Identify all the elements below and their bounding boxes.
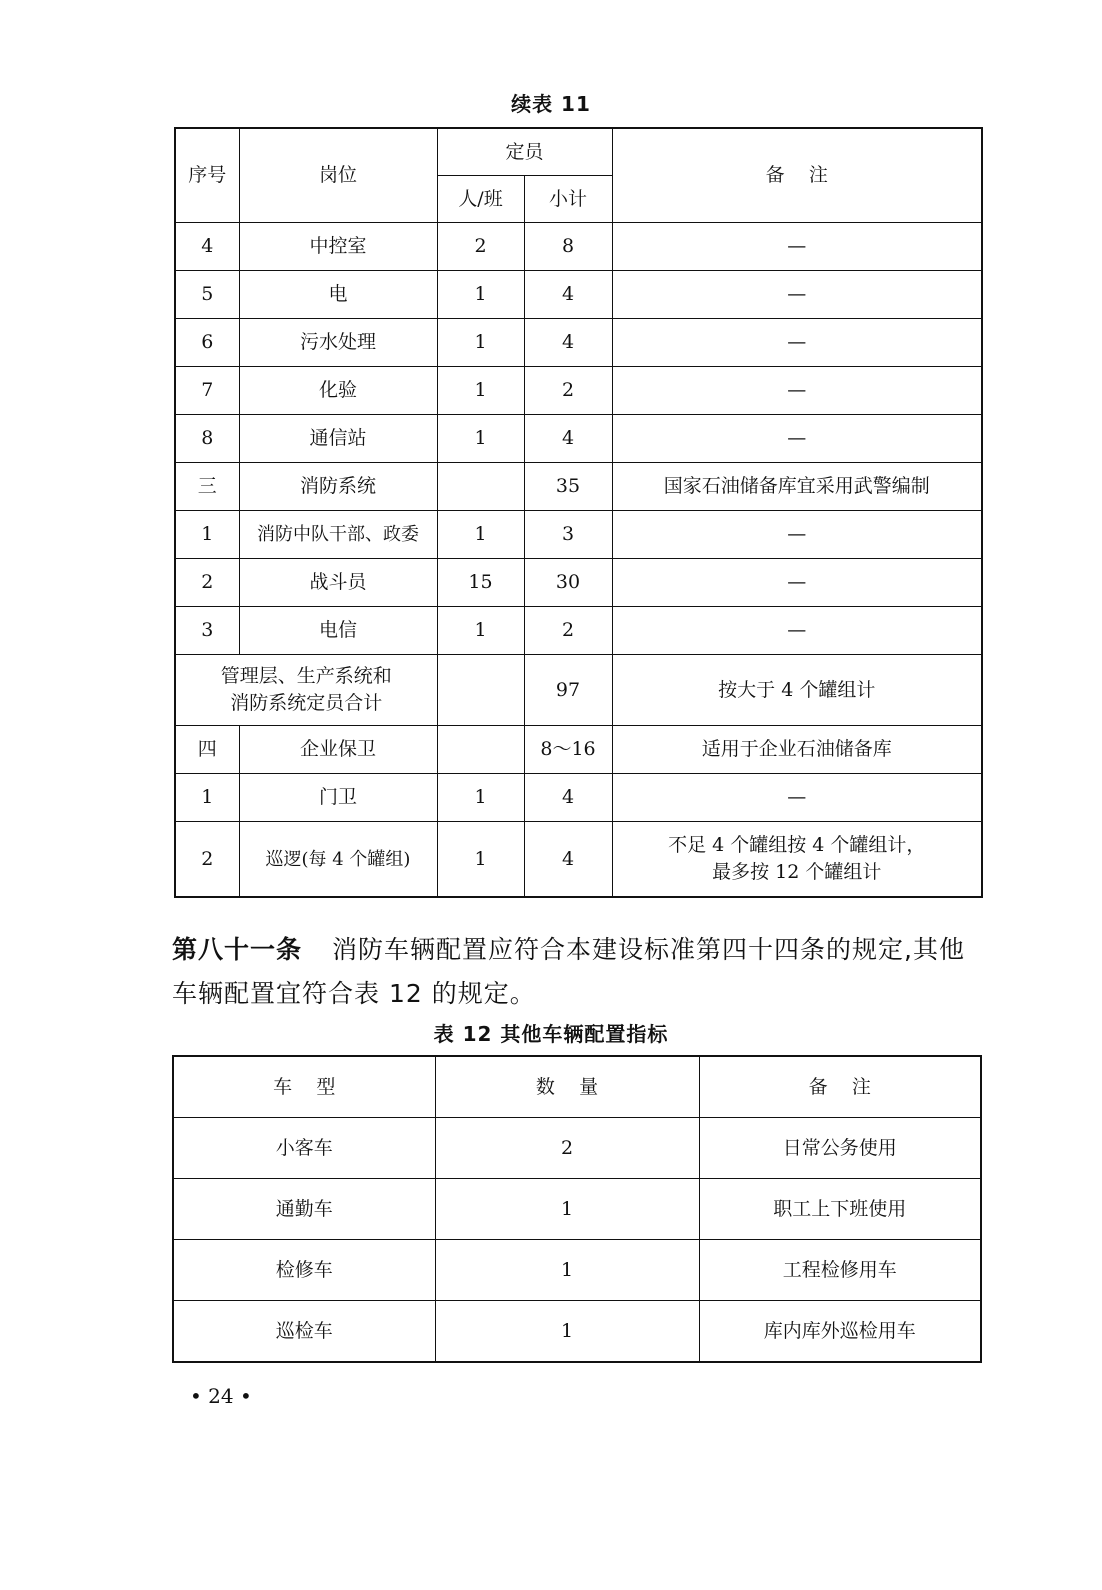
cell-post: 电: [239, 271, 437, 319]
header-per-shift: 人/班: [437, 176, 524, 223]
cell-per-shift: 1: [437, 367, 524, 415]
table-row: [175, 367, 982, 415]
cell-post: 消防中队干部、政委: [239, 511, 437, 559]
total-label-line-2: 消防系统定员合计: [230, 692, 383, 714]
cell-subtotal: 8: [524, 223, 612, 271]
cell-type: 巡检车: [173, 1301, 435, 1363]
cell-subtotal: 8～16: [524, 726, 612, 774]
cell-per-shift: 1: [437, 511, 524, 559]
cell-post: 消防系统: [239, 463, 437, 511]
cell-remark: 适用于企业石油储备库: [612, 726, 982, 774]
cell-type: 检修车: [173, 1240, 435, 1301]
table-row: [175, 774, 982, 822]
table-row: [173, 1118, 981, 1179]
remark-line-2: 最多按 12 个罐组计: [712, 861, 882, 883]
cell-per-shift: 2: [437, 223, 524, 271]
header-seq: 序号: [175, 128, 239, 223]
table-row: [175, 559, 982, 607]
table-row: [173, 1301, 981, 1363]
cell-post: 化验: [239, 367, 437, 415]
table-row: [175, 319, 982, 367]
cell-seq: 四: [175, 726, 239, 774]
cell-remark: 按大于 4 个罐组计: [612, 655, 982, 726]
cell-qty: 1: [435, 1301, 699, 1363]
table-total-row: [175, 655, 982, 726]
cell-post: 通信站: [239, 415, 437, 463]
table-row: [173, 1240, 981, 1301]
table-row: [175, 415, 982, 463]
cell-post: 中控室: [239, 223, 437, 271]
cell-subtotal: 3: [524, 511, 612, 559]
cell-subtotal: 4: [524, 774, 612, 822]
table-row: [175, 463, 982, 511]
cell-per-shift: 1: [437, 774, 524, 822]
header-staffing: 定员: [437, 128, 612, 176]
cell-qty: 2: [435, 1118, 699, 1179]
cell-remark: 工程检修用车: [699, 1240, 981, 1301]
cell-seq: 8: [175, 415, 239, 463]
cell-seq: 1: [175, 511, 239, 559]
cell-seq: 三: [175, 463, 239, 511]
cell-seq: 7: [175, 367, 239, 415]
cell-remark: [612, 822, 982, 898]
vehicle-table: [172, 1055, 982, 1363]
table-row: [175, 511, 982, 559]
table11-caption: 续表 11: [511, 92, 591, 116]
cell-seq: 4: [175, 223, 239, 271]
cell-seq: 2: [175, 822, 239, 898]
cell-subtotal: 4: [524, 415, 612, 463]
remark-line-1: 不足 4 个罐组按 4 个罐组计，: [668, 834, 926, 856]
cell-per-shift: 1: [437, 607, 524, 655]
cell-remark: —: [612, 607, 982, 655]
table-header-row: [175, 128, 982, 176]
header-qty: 数 量: [435, 1056, 699, 1118]
cell-post: 电信: [239, 607, 437, 655]
staffing-table: [174, 127, 983, 898]
cell-per-shift: [437, 726, 524, 774]
cell-per-shift: 1: [437, 822, 524, 898]
article-paragraph: [172, 928, 984, 1016]
cell-total-label: [175, 655, 437, 726]
cell-subtotal: 2: [524, 607, 612, 655]
header-subtotal: 小计: [524, 176, 612, 223]
table-row: [175, 271, 982, 319]
cell-remark: —: [612, 774, 982, 822]
cell-qty: 1: [435, 1179, 699, 1240]
cell-post: 污水处理: [239, 319, 437, 367]
cell-post: 企业保卫: [239, 726, 437, 774]
cell-remark: —: [612, 319, 982, 367]
cell-seq: 2: [175, 559, 239, 607]
article-text: 消防车辆配置应符合本建设标准第四十四条的规定,其他车辆配置宜符合表 12 的规定。: [172, 935, 965, 1008]
header-post: 岗位: [239, 128, 437, 223]
table-row: [173, 1179, 981, 1240]
table-row: [175, 822, 982, 898]
table-row: [175, 607, 982, 655]
cell-type: 小客车: [173, 1118, 435, 1179]
cell-remark: 库内库外巡检用车: [699, 1301, 981, 1363]
cell-seq: 1: [175, 774, 239, 822]
cell-remark: 国家石油储备库宜采用武警编制: [612, 463, 982, 511]
cell-subtotal: 97: [524, 655, 612, 726]
cell-post: 巡逻(每 4 个罐组): [239, 822, 437, 898]
cell-seq: 3: [175, 607, 239, 655]
header-remark: 备 注: [612, 128, 982, 223]
cell-subtotal: 4: [524, 271, 612, 319]
cell-per-shift: 1: [437, 415, 524, 463]
cell-type: 通勤车: [173, 1179, 435, 1240]
cell-per-shift: [437, 463, 524, 511]
table-row: [175, 223, 982, 271]
cell-remark: 日常公务使用: [699, 1118, 981, 1179]
article-number: 第八十一条: [172, 935, 303, 964]
cell-post: 门卫: [239, 774, 437, 822]
cell-remark: —: [612, 511, 982, 559]
cell-subtotal: 35: [524, 463, 612, 511]
cell-per-shift: 1: [437, 271, 524, 319]
total-label-line-1: 管理层、生产系统和: [220, 665, 392, 687]
cell-seq: 5: [175, 271, 239, 319]
cell-per-shift: 1: [437, 319, 524, 367]
table-row: [175, 726, 982, 774]
table12-caption: 表 12 其他车辆配置指标: [433, 1022, 669, 1046]
cell-subtotal: 4: [524, 319, 612, 367]
cell-qty: 1: [435, 1240, 699, 1301]
cell-subtotal: 30: [524, 559, 612, 607]
cell-per-shift: 15: [437, 559, 524, 607]
cell-remark: —: [612, 415, 982, 463]
table-header-row: [173, 1056, 981, 1118]
page-number: • 24 •: [190, 1384, 252, 1408]
header-type: 车 型: [173, 1056, 435, 1118]
header-remark: 备 注: [699, 1056, 981, 1118]
cell-remark: —: [612, 559, 982, 607]
cell-subtotal: 4: [524, 822, 612, 898]
cell-subtotal: 2: [524, 367, 612, 415]
cell-remark: —: [612, 271, 982, 319]
cell-remark: —: [612, 223, 982, 271]
cell-remark: 职工上下班使用: [699, 1179, 981, 1240]
cell-post: 战斗员: [239, 559, 437, 607]
cell-per-shift: [437, 655, 524, 726]
cell-seq: 6: [175, 319, 239, 367]
cell-remark: —: [612, 367, 982, 415]
